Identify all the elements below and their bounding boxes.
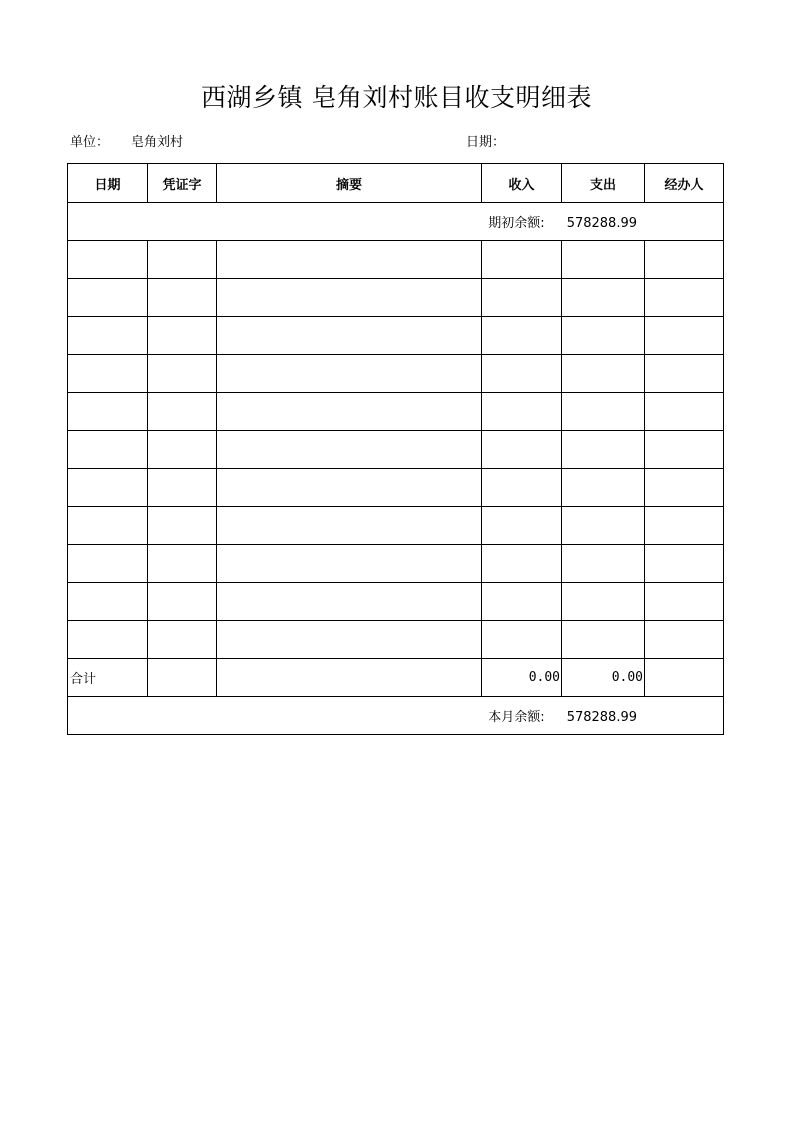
expense-cell (562, 545, 645, 583)
header-income: 收入 (482, 164, 562, 203)
summary-cell (217, 393, 482, 431)
table-row (68, 545, 724, 583)
table-row (68, 317, 724, 355)
voucher-cell (148, 317, 217, 355)
income-cell (482, 621, 562, 659)
expense-cell (562, 279, 645, 317)
handler-cell (645, 583, 724, 621)
header-handler: 经办人 (645, 164, 724, 203)
handler-cell (645, 317, 724, 355)
table-row (68, 621, 724, 659)
summary-cell (217, 279, 482, 317)
voucher-cell (148, 507, 217, 545)
expense-cell (562, 621, 645, 659)
expense-cell (562, 469, 645, 507)
income-cell (482, 469, 562, 507)
date-cell (68, 583, 148, 621)
handler-cell (645, 355, 724, 393)
voucher-cell (148, 621, 217, 659)
date-field (466, 131, 527, 150)
date-cell (68, 317, 148, 355)
header-summary: 摘要 (217, 164, 482, 203)
summary-cell (217, 469, 482, 507)
summary-cell (217, 621, 482, 659)
closing-balance-cell (68, 697, 724, 735)
table-row (68, 469, 724, 507)
handler-cell (645, 545, 724, 583)
date-cell (68, 469, 148, 507)
date-cell (68, 241, 148, 279)
total-summary-cell (217, 659, 482, 697)
voucher-cell (148, 241, 217, 279)
total-row (68, 659, 724, 697)
summary-cell (217, 545, 482, 583)
header-expense: 支出 (562, 164, 645, 203)
voucher-cell (148, 355, 217, 393)
voucher-cell (148, 545, 217, 583)
income-cell (482, 507, 562, 545)
expense-cell (562, 393, 645, 431)
summary-cell (217, 583, 482, 621)
expense-cell (562, 355, 645, 393)
expense-cell (562, 431, 645, 469)
income-cell (482, 393, 562, 431)
table-row (68, 393, 724, 431)
summary-cell (217, 431, 482, 469)
handler-cell (645, 469, 724, 507)
date-label: 日期： (466, 135, 506, 150)
date-cell (68, 355, 148, 393)
summary-cell (217, 355, 482, 393)
handler-cell (645, 431, 724, 469)
table-row (68, 431, 724, 469)
date-cell (68, 545, 148, 583)
expense-cell (562, 583, 645, 621)
opening-balance-label: 期初余额: (488, 216, 545, 231)
expense-cell (562, 507, 645, 545)
income-cell (482, 583, 562, 621)
header-row (68, 164, 724, 203)
page-title: 西湖乡镇 皂角刘村账目收支明细表 (201, 83, 592, 112)
total-expense: 0.00 (562, 659, 645, 697)
income-cell (482, 355, 562, 393)
income-cell (482, 317, 562, 355)
date-cell (68, 431, 148, 469)
voucher-cell (148, 431, 217, 469)
total-handler-cell (645, 659, 724, 697)
total-voucher-cell (148, 659, 217, 697)
unit-value: 皂角刘村 (131, 135, 184, 150)
closing-balance-label: 本月余额: (488, 710, 545, 725)
total-label: 合计 (68, 659, 148, 697)
table-row (68, 279, 724, 317)
unit-field (70, 131, 183, 150)
handler-cell (645, 621, 724, 659)
income-cell (482, 241, 562, 279)
date-cell (68, 507, 148, 545)
total-income: 0.00 (482, 659, 562, 697)
ledger-table (67, 163, 724, 735)
handler-cell (645, 279, 724, 317)
handler-cell (645, 507, 724, 545)
header-voucher: 凭证字 (148, 164, 217, 203)
unit-label: 单位： (70, 135, 110, 150)
summary-cell (217, 507, 482, 545)
handler-cell (645, 393, 724, 431)
closing-balance-value: 578288.99 (566, 710, 637, 725)
expense-cell (562, 317, 645, 355)
summary-cell (217, 317, 482, 355)
opening-balance-value: 578288.99 (566, 216, 637, 231)
date-cell (68, 279, 148, 317)
date-cell (68, 393, 148, 431)
handler-cell (645, 241, 724, 279)
table-row (68, 241, 724, 279)
table-row (68, 583, 724, 621)
voucher-cell (148, 279, 217, 317)
header-date: 日期 (68, 164, 148, 203)
date-cell (68, 621, 148, 659)
income-cell (482, 431, 562, 469)
income-cell (482, 279, 562, 317)
income-cell (482, 545, 562, 583)
voucher-cell (148, 583, 217, 621)
voucher-cell (148, 393, 217, 431)
opening-balance-row (68, 203, 724, 241)
summary-cell (217, 241, 482, 279)
opening-balance-cell (68, 203, 724, 241)
closing-balance-row (68, 697, 724, 735)
table-row (68, 507, 724, 545)
expense-cell (562, 241, 645, 279)
table-row (68, 355, 724, 393)
voucher-cell (148, 469, 217, 507)
